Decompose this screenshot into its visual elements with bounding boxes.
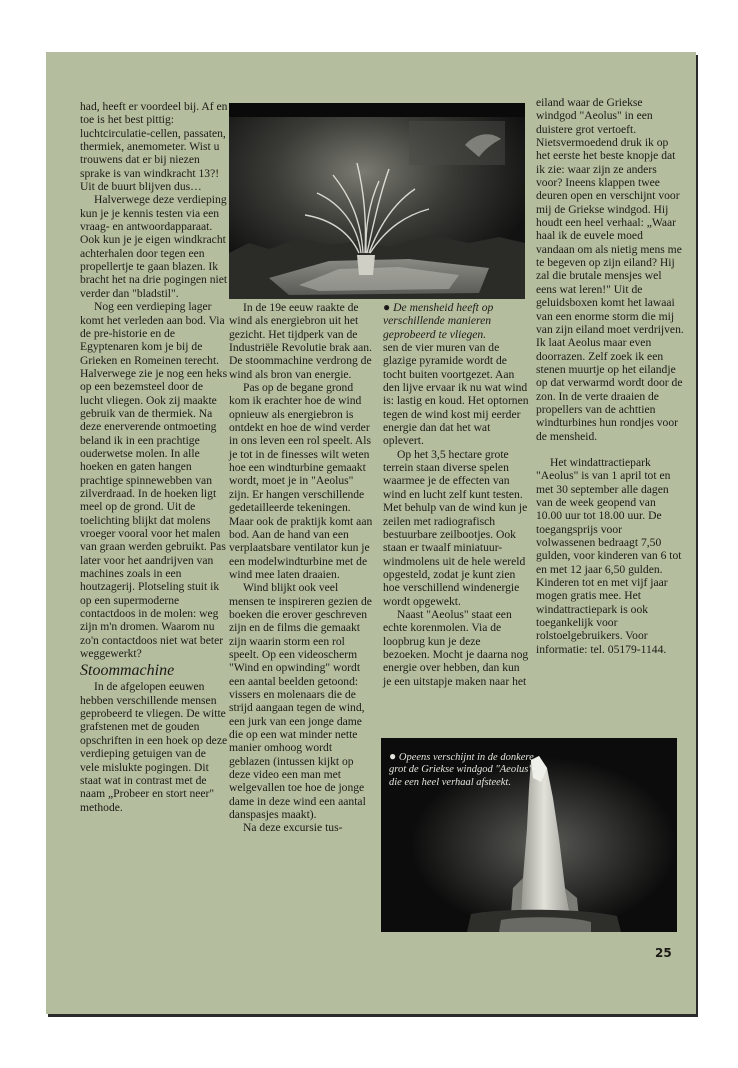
paragraph: Het windattractiepark "Aeolus" is van 1 april tot en met 30 september alle dagen van de week geopend van 10.00 uur tot 18.00 uur. De toegangsprijs voor volwassenen bedraagt 7,50 gulden, voor kinderen van 6 tot en met 12 jaar 6,50 gulden. Kinderen tot en met vijf jaar mogen gratis mee. Het windattractiepark is ook toegankelijk voor rolstoelgebruikers. Voor informatie: tel. 05179-1144. [536, 455, 682, 656]
paragraph: sen de vier muren van de glazige pyramide wordt de tocht buiten voortgezet. Aan den lijve ervaar ik nu wat wind is: lastig en koud. Het optornen tegen de wind kost mij eerder energie dan dat het wat oplevert. [383, 341, 529, 448]
paragraph: Halverwege deze verdieping kun je je kennis testen via een vraag- en antwoordapparaat. Ook kun je je eigen windkracht achterhalen door tegen een propellertje te gaan blazen. Ik bracht het na drie pogingen niet verder dan "bladstil". [80, 193, 228, 300]
photo-wind-sculpture [229, 103, 525, 299]
paragraph: had, heeft er voordeel bij. Af en toe is het best pittig: luchtcirculatie-cellen, passaten, thermiek, anemometer. Wist u trouwens dat er bij niezen sprake is van windkracht 13?! Uit de buurt blijven dus… [80, 100, 228, 194]
photo-aeolus [381, 738, 677, 932]
paragraph: Pas op de begane grond kom ik erachter hoe de wind opnieuw als energiebron is ontdekt en hoe de wind verder in ons leven een rol speelt. Als je tot in de finesses wilt weten hoe een windturbine gemaakt wordt, moet je in "Aeolus" zijn. Er hangen verschillende gedetailleerde tekeningen. Maar ook de praktijk komt aan bod. Aan de hand van een verplaatsbare ventilator kun je een modelwindturbine met de wind mee laten draaien. [229, 381, 373, 581]
paragraph: Naast "Aeolus" staat een echte korenmolen. Via de loopbrug kun je deze bezoeken. Mocht je daarna nog energie over hebben, dan kun je een uitstapje maken naar het [383, 607, 529, 688]
paragraph: Nog een verdieping lager komt het verleden aan bod. Via de pre-historie en de Egyptenaren kom je bij de Grieken en Romeinen terecht. Halverwege zie je nog een heks op een bezemsteel door de lucht vliegen. Ook zij maakte gebruik van de thermiek. Na deze enerverende ontmoeting beland ik in een prachtige ouderwetse molen. In alle hoeken en gaten hangen prachtige spinnewebben van zilverdraad. In de hoeken ligt meel op de grond. Uit de toelichting blijkt dat molens vroeger vooral voor het malen van graan werden gebruikt. Pas later voor het aandrijven van machines zoals in een houtzagerij. Plotseling stuit ik op een supermoderne contactdoos in de molen: weg zijn m'n dromen. Waarom nu zo'n contactdoos niet wat beter weggewerkt? [80, 300, 228, 661]
photo-caption [383, 301, 529, 341]
caption-text: De mensheid heeft op verschillende manieren geprobeerd te vliegen. [383, 301, 494, 341]
page-number: 25 [655, 946, 672, 960]
paragraph: Op het 3,5 hectare grote terrein staan diverse spelen waarmee je de effecten van wind en lucht zelf kunt testen. Met behulp van de wind kun je zeilen met radiografisch bestuurbare zeilbootjes. Ook staan er twaalf miniatuur-windmolens uit de hele wereld opgesteld, zodat je kunt zien hoe verschillend windenergie wordt opgewekt. [383, 447, 528, 608]
column-3 [383, 301, 529, 688]
column-2 [229, 301, 373, 835]
paragraph: Na deze excursie tus- [243, 821, 343, 835]
paragraph: In de 19e eeuw raakte de wind als energiebron uit het gezicht. Het tijdperk van de Industriële Revolutie brak aan. De stoommachine verdrong de wind als bron van energie. [229, 301, 372, 381]
paragraph: Wind blijkt ook veel mensen te inspireren gezien de boeken die erover geschreven zijn en de films die gemaakt zijn waarin storm een rol speelt. Op een videoscherm "Wind en opwinding" wordt een aantal beelden getoond: vissers en molenaars die de strijd aangaan tegen de wind, een jurk van een jonge dame die op een wat minder nette manier omhoog wordt geblazen (intussen kijkt op deze video een man met welgevallen toe hoe de jonge dame in deze wind een aantal danspasjes maakt). [229, 581, 372, 822]
photo-caption [389, 750, 545, 789]
paragraph: In de afgelopen eeuwen hebben verschillende mensen geprobeerd te vliegen. De witte grafstenen met de gouden opschriften in een hoek op deze verdieping getuigen van de vele mislukte pogingen. Dit staat wat in contrast met de naam „Probeer en stort neer" methode. [80, 680, 228, 814]
column-1 [80, 100, 228, 814]
column-4 [536, 96, 684, 656]
bullet-icon: ● [389, 749, 397, 763]
section-heading: Stoommachine [80, 662, 175, 680]
bullet-icon: ● [383, 300, 391, 314]
paragraph: eiland waar de Griekse windgod "Aeolus" in een duistere grot vertoeft. Nietsvermoedend druk ik op het eerste het beste knopje dat ik zie: waar zijn ze anders voor? Ineens klappen twee deuren open en verschijnt voor mij de Griekse windgod. Hij houdt een heel verhaal: „Waar haal ik de euvele moed vandaan om als nietig mens me te begeven op zijn eiland? Hij zal die brutale mensjes wel eens wat leren!" Uit de geluidsboxen komt het lawaai van een enorme storm die mij van zijn eiland moet verdrijven. Ik laat Aeolus maar even doorrazen. Zelf zoek ik een stenen muurtje op het eilandje op dat verwarmd wordt door de zon. In de verte draaien de propellers van de achttien windturbines hun rondjes voor de mensheid. [536, 96, 684, 443]
caption-text: Opeens verschijnt in de donkere grot de Griekse windgod "Aeolus", die een heel verhaal afsteekt. [389, 752, 536, 788]
sculpture-image [229, 103, 525, 299]
